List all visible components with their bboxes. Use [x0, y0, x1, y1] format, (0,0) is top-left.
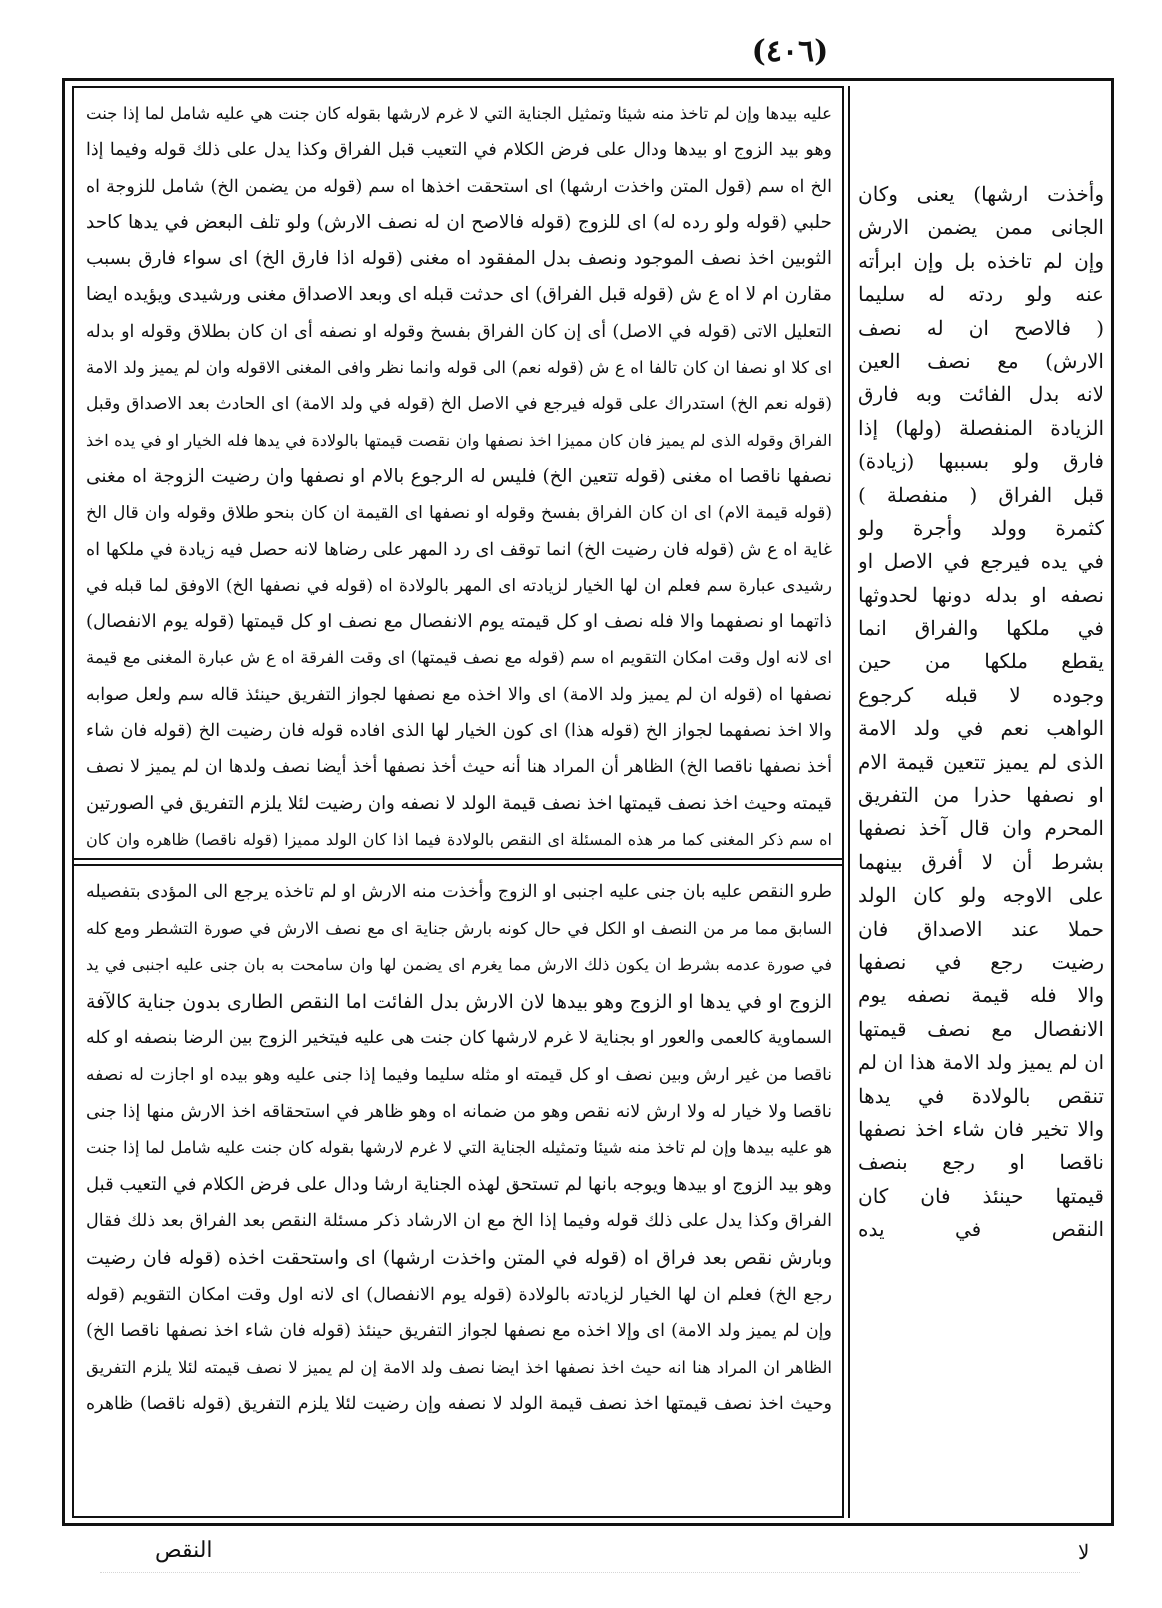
- text-line: وجوده لا قبله كرجوع: [858, 682, 1104, 707]
- upper-commentary-block: [86, 96, 832, 858]
- text-line: اى لانه اول وقت امكان التقويم اه سم (قوله مع نصف قيمتها) اى وقت الفرقة اه ع ش عبارة المغنى مع قيمة: [86, 648, 832, 668]
- text-line: رجع الخ) فعلم ان لها الخيار لزيادته بالولادة (قوله يوم الانفصال) اى لانه اول وقت امكان التقويم (قوله: [86, 1284, 832, 1305]
- text-line: قبل الفراق ( منفصلة ): [858, 482, 1104, 507]
- text-line: (قوله نعم الخ) استدراك على قوله فيرجع في الاصل الخ (قوله في ولد الامة) اى الحادث بعد الاصداق وقبل: [86, 394, 832, 415]
- text-line: اه سم ذكر المغنى كما مر هذه المسئلة اى النقص بالولادة فيما اذا كان الولد مميزا (قوله ناقصا) ظاهره وان كان: [86, 829, 832, 849]
- text-line: الذى لم يميز تتعين قيمة الام: [858, 749, 1104, 774]
- text-line: الانفصال مع نصف قيمتها: [858, 1016, 1104, 1041]
- text-line: نصفها اه (قوله ان لم يميز ولد الامة) اى والا اخذه مع نصفها لجواز التفريق حينئذ قاله سم ولعل صوابه: [86, 684, 832, 705]
- text-line: ان لم يميز ولد الامة هذا ان لم: [858, 1051, 1104, 1075]
- section-divider-bottom: [74, 864, 842, 866]
- page-number: (٤٠٦): [751, 34, 829, 69]
- text-line: الخ اه سم (قول المتن واخذت ارشها) اى استحقت اخذها اه سم (قوله من يضمن الخ) شامل للزوجة اه: [86, 176, 832, 197]
- text-line: يقطع ملكها من حين: [858, 649, 1104, 674]
- text-line: تنقص بالولادة في يدها: [858, 1083, 1104, 1108]
- text-line: الظاهر ان المراد هنا انه حيث اخذ نصفها اخذ ايضا نصف ولد الامة إن لم يميز لا نصف قيمته لئلا يلزم التفريق: [86, 1357, 832, 1377]
- text-line: التعليل الاتى (قوله في الاصل) أى إن كان الفراق بفسخ وقوله او نصفه أى ان كان بطلاق وقوله او بدله: [86, 321, 832, 342]
- text-line: لانه بدل الفائت وبه فارق: [858, 382, 1104, 407]
- text-line: وأخذت ارشها) يعنى وكان: [858, 182, 1104, 206]
- text-line: السابق مما مر من النصف او الكل في حال كونه بارش جناية اى مع نصف الارش في صورة التشطر ومع كله: [86, 918, 832, 938]
- lower-commentary-block: [86, 874, 832, 1423]
- text-line: والا اخذ نصفهما لجواز الخ (قوله هذا) اى كون الخيار لها الذى افاده قوله فان رضيت الخ (قوله فان شاء: [86, 721, 832, 742]
- text-line: الزوج او في يدها او الزوج وهو بيدها لان الارش بدل الفائت اما النقص الطارى بدون جناية كالآفة: [86, 990, 832, 1013]
- text-line: نصفها ناقصا اه مغنى (قوله تتعين الخ) فليس له الرجوع بالام او نصفها وان رضيت الزوجة اه مغنى: [86, 465, 832, 487]
- text-line: الفراق وقوله الذى لم يميز فان كان مميزا اخذ نصفها وان نقصت قيمتها بالولادة في يدها فله الخيار او في يده اخذ: [86, 430, 832, 450]
- text-line: الزيادة المنفصلة (ولها) إذا: [858, 415, 1104, 440]
- text-line: الارش) مع نصف العين: [858, 348, 1104, 373]
- text-line: هو عليه بيدها وإن لم تاخذ منه شيئا وتمثيله الجناية التي لا غرم لارشها بقوله كان جنت عليه شامل لما إذا جنت: [86, 1138, 832, 1158]
- text-line: الجانى ممن يضمن الارش: [858, 215, 1104, 240]
- text-line: الثوبين اخذ نصف الموجود ونصف بدل المفقود اه مغنى (قوله اذا فارق الخ) اى سواء فارق بسبب: [86, 248, 832, 270]
- main-text-side-column: [858, 178, 1104, 1247]
- text-line: على الاوجه ولو كان الولد: [858, 883, 1104, 908]
- text-line: السماوية كالعمى والعور او بجناية لا غرم لارشها كان جنت هى عليه فيتخير الزوج بين الرضا بنصفه او كله: [86, 1028, 832, 1049]
- text-line: بشرط أن لا أفرق بينهما: [858, 849, 1104, 874]
- text-line: حملا عند الاصداق فان: [858, 916, 1104, 941]
- text-line: عليه بيدها وإن لم تاخذ منه شيئا وتمثيل الجناية التي لا غرم لارشها بقوله كان جنت هي عليه شامل لما إذا جنت: [86, 104, 832, 123]
- text-line: اى كلا او نصفا ان كان تالفا اه ع ش (قوله نعم) الى قوله وانما نظر وافى المغنى الاقوله وان لم يميز ولد الامة: [86, 358, 832, 378]
- text-line: الفراق وكذا يدل على ذلك قوله وفيما إذا الخ مع ان الارشاد ذكر مسئلة النقص بعد الفراق بعد ذلك فقال: [86, 1211, 832, 1232]
- text-line: والا فله قيمة نصفه يوم: [858, 983, 1104, 1008]
- text-line: وإن لم يميز ولد الامة) اى وإلا اخذه مع نصفها لجواز التفريق حينئذ (قوله فان شاء اخذ نصفها ناقصا الخ): [86, 1321, 832, 1342]
- text-line: كثمرة وولد وأجرة ولو: [858, 515, 1104, 540]
- text-line: الواهب نعم في ولد الامة: [858, 716, 1104, 741]
- text-line: ( فالاصح ان له نصف: [858, 315, 1104, 340]
- text-line: وهو بيد الزوج او بيدها ويوجه بانها لم تستحق لهذه الجناية ارشا ودال على فرض الكلام في التعيب قبل: [86, 1173, 832, 1195]
- text-line: قيمته وحيث اخذ نصف قيمتها اخذ نصف قيمة الولد لا نصفه وان رضيت لئلا يلزم التفريق في الصورتين: [86, 792, 832, 814]
- text-line: حلبي (قوله ولو رده له) اى للزوج (قوله فالاصح ان له نصف الارش) ولو تلف البعض في يدها كاحد: [86, 211, 832, 233]
- text-line: المحرم وان قال آخذ نصفها: [858, 816, 1104, 841]
- catchword: النقص: [155, 1538, 213, 1563]
- text-line: وإن لم تاخذه بل وإن ابرأته: [858, 248, 1104, 273]
- text-line: او نصفها حذرا من التفريق: [858, 783, 1104, 808]
- text-line: نصفه او بدله دونها لحدوثها: [858, 582, 1104, 607]
- text-line: رشيدى عبارة سم فعلم ان لها الخيار لزيادته اى المهر بالولادة اه (قوله في نصفها الخ) الاوفق لما قبله في: [86, 575, 832, 596]
- text-line: في ملكها والفراق انما: [858, 616, 1104, 641]
- text-line: (قوله قيمة الام) اى ان كان الفراق بفسخ وقوله او نصفها اى القيمة ان كان بنحو طلاق وقوله وان قال الخ: [86, 503, 832, 524]
- text-line: مقارن ام لا اه ع ش (قوله قبل الفراق) اى حدثت قبله اى وبعد الاصداق مغنى ورشيدى ويؤيده ايضا: [86, 284, 832, 306]
- scan-noise-line: [100, 1572, 1080, 1593]
- text-line: وحيث اخذ نصف قيمتها اخذ نصف قيمة الولد لا نصفه وإن رضيت لئلا يلزم التفريق (قوله ناقصا) ظاهره: [86, 1394, 832, 1415]
- text-line: فارق ولو بسببها (زيادة): [858, 449, 1104, 474]
- text-line: ناقصا من غير ارش وبين نصف او كل قيمته او مثله سليما وفيما إذا جنى عليه وهو بيده او اجازت له نصفه: [86, 1064, 832, 1085]
- text-line: غاية اه ع ش (قوله فان رضيت الخ) انما توقف اى رد المهر على رضاها لانه حصل فيه زيادة في ملكها اه: [86, 539, 832, 560]
- text-line: والا تخير فان شاء اخذ نصفها: [858, 1116, 1104, 1141]
- text-line: النقص في يده: [858, 1217, 1104, 1242]
- text-line: ناقصا او رجع بنصف: [858, 1150, 1104, 1175]
- column-divider: [848, 86, 850, 1518]
- corner-mark: لا: [1078, 1540, 1090, 1564]
- text-line: وهو بيد الزوج او بيدها ودال على فرض الكلام في التعيب قبل الفراق وكذا يدل على ذلك قوله وفيما إذا: [86, 140, 832, 161]
- text-line: أخذ نصفها ناقصا الخ) الظاهر أن المراد هنا أنه حيث أخذ نصفها أخذ أيضا نصف ولدها ان لم يميز لا نصف: [86, 757, 832, 778]
- text-line: وبارش نقص بعد فراق اه (قوله في المتن واخذت ارشها) اى واستحقت اخذه (قوله فان رضيت: [86, 1246, 832, 1269]
- text-line: في صورة عدمه بشرط ان يكون ذلك الارش مما يغرم اى يضمن لها وان سامحت به بان جنى عليه اجنبى في يد: [86, 955, 832, 975]
- text-line: ذاتهما او نصفهما والا فله نصف او كل قيمته يوم الانفصال مع نصف او كل قيمتها (قوله يوم الانفصال): [86, 611, 832, 633]
- text-line: في يده فيرجع في الاصل او: [858, 549, 1104, 574]
- text-line: ناقصا ولا خيار له ولا ارش لانه نقص وهو من ضمانه اه وهو ظاهر في استحقاقه اخذ الارش منها إذا جنى: [86, 1101, 832, 1122]
- text-line: رضيت رجع في نصفها: [858, 949, 1104, 974]
- section-divider-top: [74, 858, 842, 860]
- text-line: طرو النقص عليه بان جنى عليه اجنبى او الزوج وأخذت منه الارش او لم تاخذه يرجع الى المؤدى بتفصيله: [86, 882, 832, 902]
- text-line: عنه ولو ردته له سليما: [858, 282, 1104, 307]
- text-line: قيمتها حينئذ فان كان: [858, 1183, 1104, 1208]
